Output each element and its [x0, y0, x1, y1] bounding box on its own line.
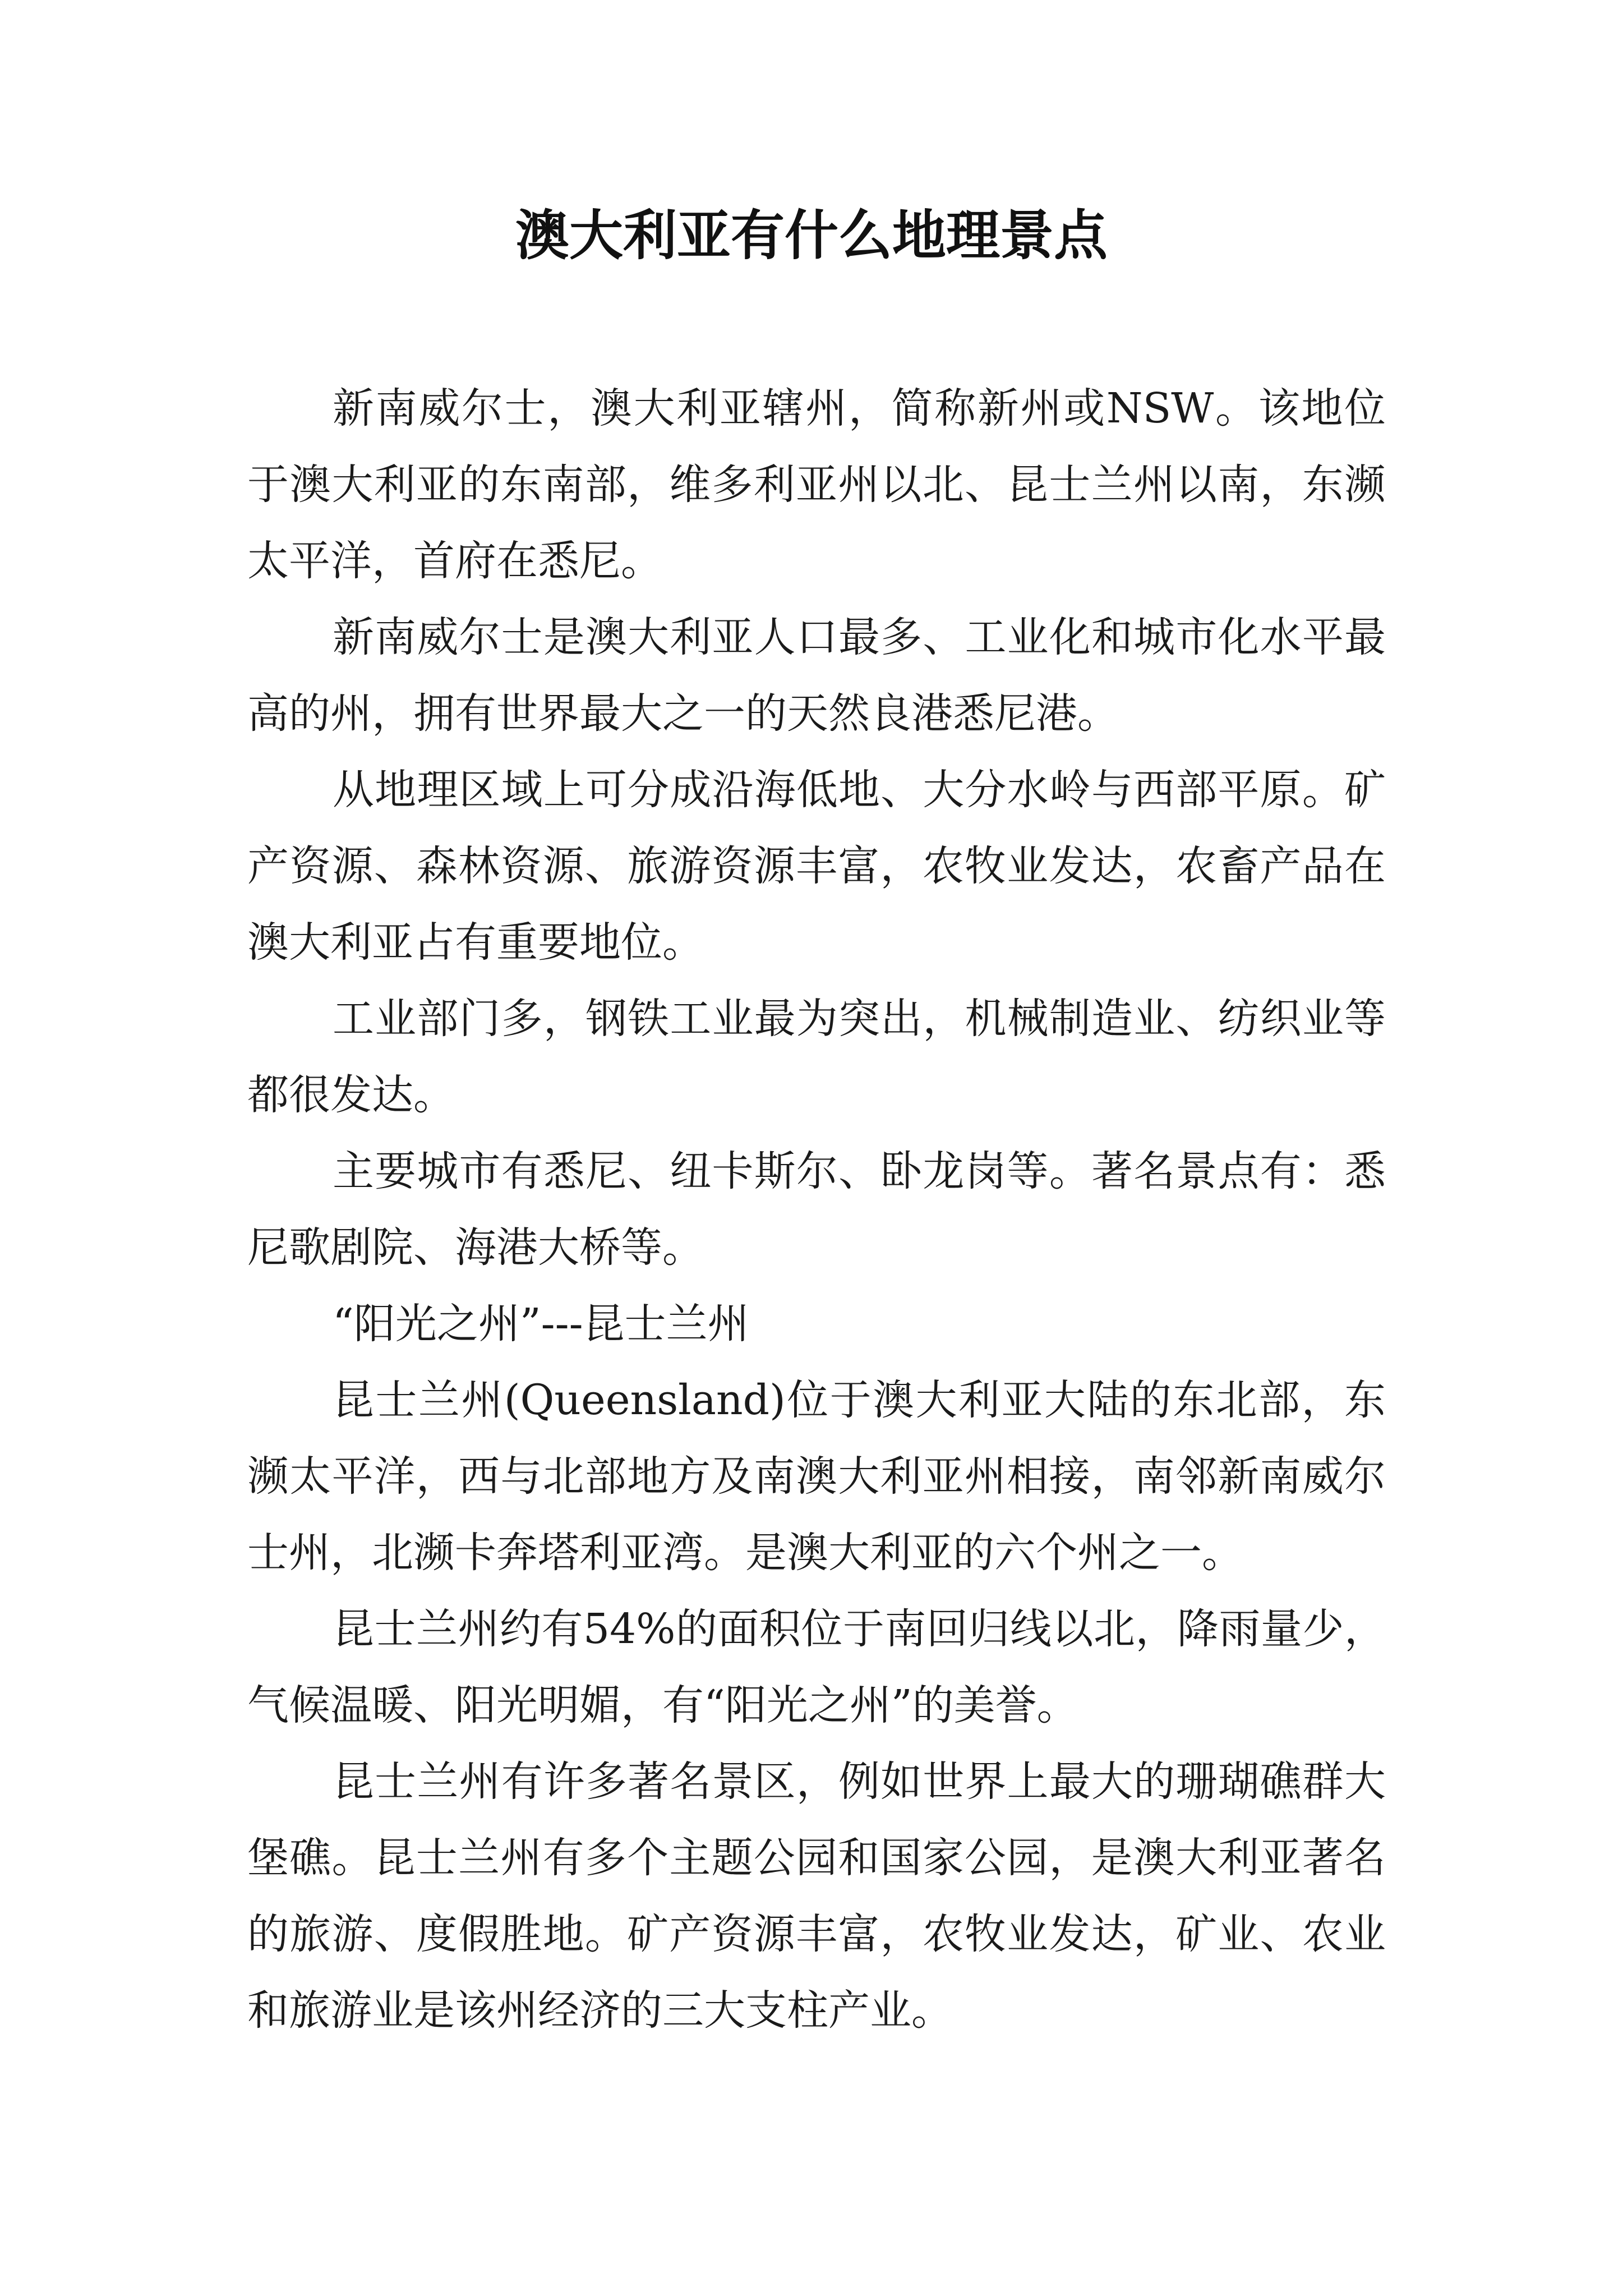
paragraph-qld-attractions: 昆士兰州有许多著名景区，例如世界上最大的珊瑚礁群大堡礁。昆士兰州有多个主题公园和国家公园，是澳大利亚著名的旅游、度假胜地。矿产资源丰富，农牧业发达，矿业、农业和旅游业是该州经济的三大支柱产业。 [247, 1757, 1386, 2035]
paragraph-qld-climate: 昆士兰州约有54%的面积位于南回归线以北，降雨量少，气候温暖、阳光明媚，有“阳光之州”的美誉。 [247, 1605, 1386, 1729]
document-body [247, 370, 1386, 2049]
paragraph-nsw-industry: 工业部门多，钢铁工业最为突出，机械制造业、纺织业等都很发达。 [247, 995, 1386, 1119]
paragraph-nsw-geography: 从地理区域上可分成沿海低地、大分水岭与西部平原。矿产资源、森林资源、旅游资源丰富，农牧业发达，农畜产品在澳大利亚占有重要地位。 [247, 766, 1386, 967]
paragraph-qld-location: 昆士兰州(Queensland)位于澳大利亚大陆的东北部，东濒太平洋，西与北部地方及南澳大利亚州相接，南邻新南威尔士州，北濒卡奔塔利亚湾。是澳大利亚的六个州之一。 [247, 1376, 1386, 1577]
paragraph-nsw-population: 新南威尔士是澳大利亚人口最多、工业化和城市化水平最高的州，拥有世界最大之一的天然良港悉尼港。 [247, 613, 1386, 738]
paragraph-nsw-cities: 主要城市有悉尼、纽卡斯尔、卧龙岗等。著名景点有：悉尼歌剧院、海港大桥等。 [247, 1147, 1386, 1272]
document-title: 澳大利亚有什么地理景点 [515, 204, 1108, 267]
section-heading-queensland: “阳光之州”---昆士兰州 [333, 1300, 749, 1348]
paragraph-nsw-location: 新南威尔士，澳大利亚辖州，简称新州或NSW。该地位于澳大利亚的东南部，维多利亚州以北、昆士兰州以南，东濒太平洋，首府在悉尼。 [247, 384, 1386, 585]
